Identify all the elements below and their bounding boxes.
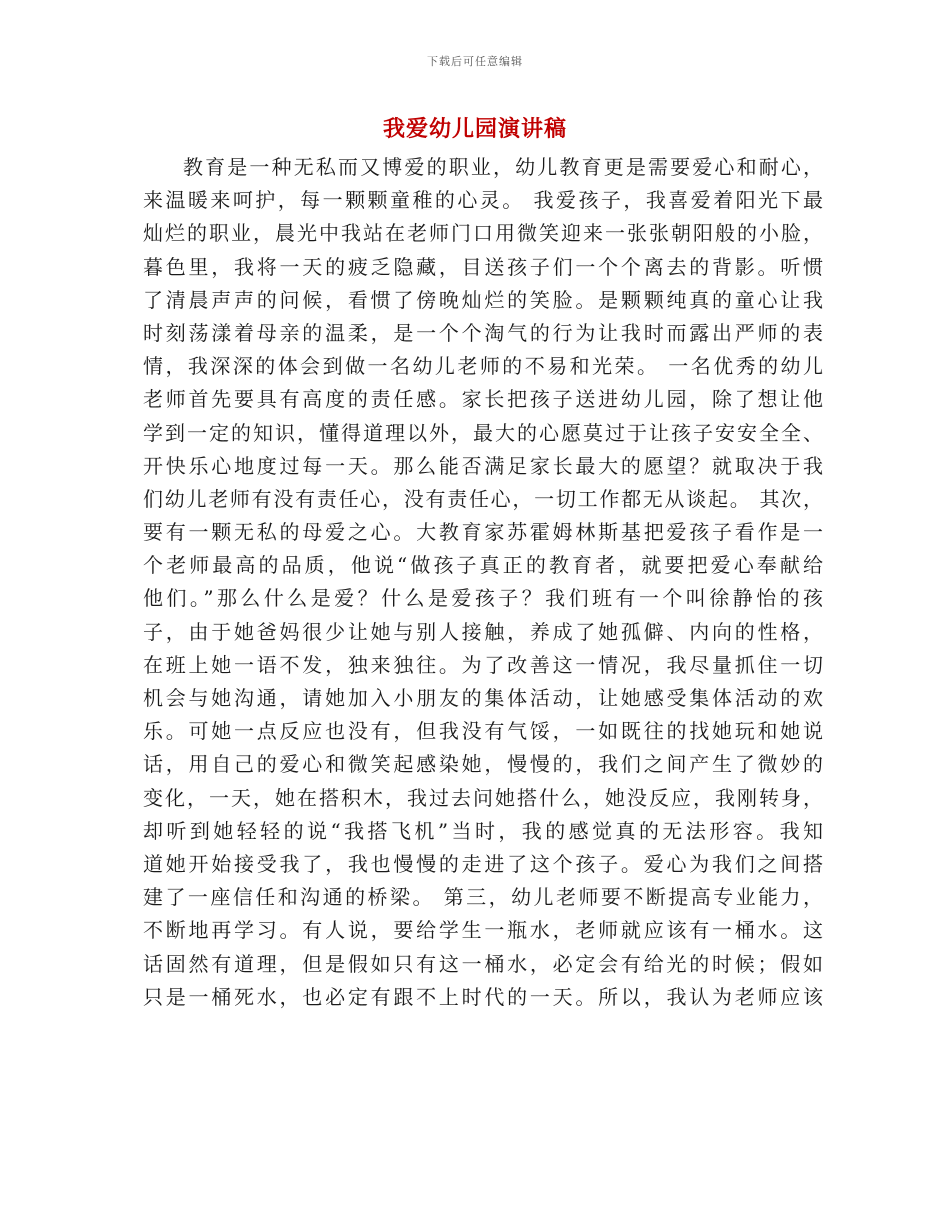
text-line: 灿烂的职业，晨光中我站在老师门口用微笑迎来一张张朝阳般的小脸， — [143, 221, 823, 246]
text-line: 教育是一种无私而又博爱的职业，幼儿教育更是需要爱心和耐心， — [183, 155, 823, 179]
text-line: 开快乐心地度过每一天。那么能否满足家长最大的愿望？就取决于我 — [143, 453, 823, 478]
header-note: 下载后可任意编辑 — [427, 55, 523, 68]
text-line: 他们。”那么什么是爱？什么是爱孩子？我们班有一个叫徐静怡的孩 — [143, 586, 823, 611]
text-line: 建了一座信任和沟通的桥梁。 第三，幼儿老师要不断提高专业能力， — [143, 885, 823, 910]
text-line: 话固然有道理，但是假如只有这一桶水，必定会有给光的时候；假如 — [143, 951, 823, 976]
text-line: 了清晨声声的问候，看惯了傍晚灿烂的笑脸。是颗颗纯真的童心让我 — [143, 287, 823, 312]
text-line: 不断地再学习。有人说，要给学生一瓶水，老师就应该有一桶水。这 — [143, 918, 823, 943]
text-line: 情，我深深的体会到做一名幼儿老师的不易和光荣。 一名优秀的幼儿 — [143, 354, 823, 379]
text-line: 学到一定的知识，懂得道理以外，最大的心愿莫过于让孩子安安全全、 — [143, 420, 823, 445]
text-line: 变化，一天，她在搭积木，我过去问她搭什么，她没反应，我刚转身， — [143, 785, 823, 810]
text-line: 要有一颗无私的母爱之心。大教育家苏霍姆林斯基把爱孩子看作是一 — [143, 520, 823, 545]
text-line: 只是一桶死水，也必定有跟不上时代的一天。所以，我认为老师应该 — [143, 984, 823, 1009]
speech-body — [143, 151, 823, 1014]
text-line: 乐。可她一点反应也没有，但我没有气馁，一如既往的找她玩和她说 — [143, 719, 823, 744]
text-line: 老师首先要具有高度的责任感。家长把孩子送进幼儿园，除了想让他 — [143, 387, 823, 412]
text-line: 道她开始接受我了，我也慢慢的走进了这个孩子。爱心为我们之间搭 — [143, 851, 823, 876]
text-line: 却听到她轻轻的说“我搭飞机”当时，我的感觉真的无法形容。我知 — [143, 818, 823, 843]
page-title: 我爱幼儿园演讲稿 — [382, 117, 567, 142]
text-line: 机会与她沟通，请她加入小朋友的集体活动，让她感受集体活动的欢 — [143, 686, 823, 710]
text-line: 在班上她一语不发，独来独往。为了改善这一情况，我尽量抓住一切 — [143, 652, 823, 677]
text-line: 子，由于她爸妈很少让她与别人接触，养成了她孤僻、内向的性格， — [143, 619, 823, 644]
text-line: 来温暖来呵护，每一颗颗童稚的心灵。 我爱孩子，我喜爱着阳光下最 — [143, 188, 823, 213]
text-line: 话，用自己的爱心和微笑起感染她，慢慢的，我们之间产生了微妙的 — [143, 752, 823, 777]
text-line: 个老师最高的品质，他说“做孩子真正的教育者，就要把爱心奉献给 — [143, 553, 823, 578]
text-line: 时刻荡漾着母亲的温柔，是一个个淘气的行为让我时而露出严师的表 — [143, 320, 823, 345]
text-line: 暮色里，我将一天的疲乏隐藏，目送孩子们一个个离去的背影。听惯 — [143, 254, 823, 279]
text-line: 们幼儿老师有没有责任心，没有责任心，一切工作都无从谈起。 其次， — [143, 486, 823, 511]
